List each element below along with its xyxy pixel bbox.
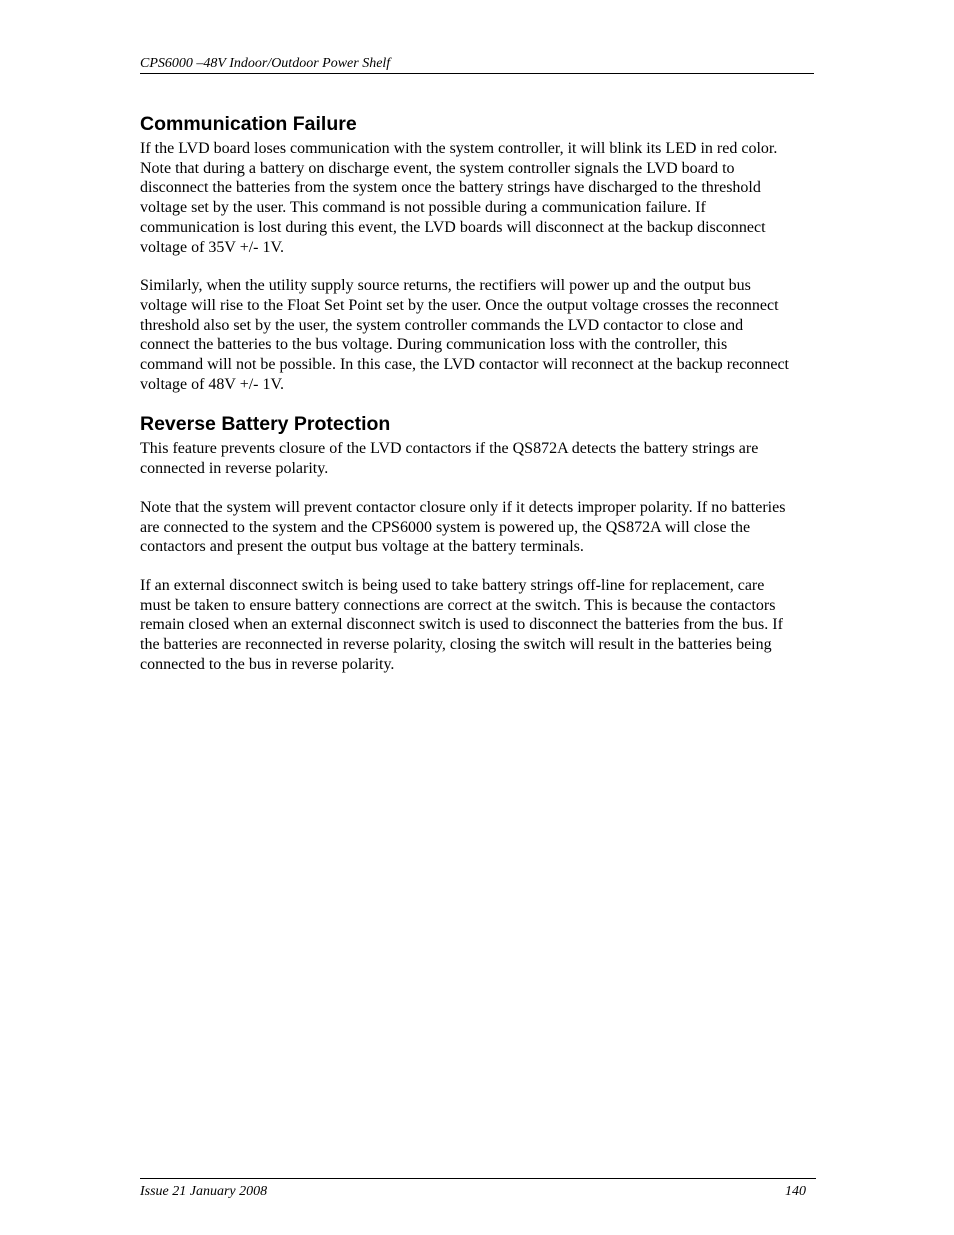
paragraph: If the LVD board loses communication with the system controller, it will blink its LED in red color. Note that during a battery on discharge event, the system controller signals the LVD board to disconnect the batteries from the system once the battery strings have discharged to the threshold voltage set by the user. This command is not possible during a communication failure. If communication is lost during this event, the LVD boards will disconnect at the backup disconnect voltage of 35V +/- 1V. — [140, 140, 778, 256]
running-footer — [140, 1178, 816, 1199]
page-content — [140, 113, 790, 693]
section-reverse-battery-protection — [140, 413, 790, 674]
paragraph: This feature prevents closure of the LVD contactors if the QS872A detects the battery strings are connected in reverse polarity. — [140, 440, 759, 478]
paragraph: If an external disconnect switch is being used to take battery strings off-line for replacement, care must be taken to ensure battery connections are correct at the switch. This is because the contactors remain closed when an external disconnect switch is used to disconnect the batteries from the bus. If the batteries are reconnected in reverse polarity, closing the switch will result in the batteries being connected to the bus in reverse polarity. — [140, 576, 783, 673]
paragraph: Similarly, when the utility supply source returns, the rectifiers will power up and the output bus voltage will rise to the Float Set Point set by the user. Once the output voltage crosses the reconnect threshold also set by the user, the system controller commands the LVD contactor to close and connect the batteries to the bus voltage. During communication loss with the controller, this command will not be possible. In this case, the LVD contactor will reconnect at the backup reconnect voltage of 48V +/- 1V. — [140, 277, 789, 393]
running-header — [140, 56, 814, 74]
document-title: CPS6000 –48V Indoor/Outdoor Power Shelf — [140, 56, 391, 71]
issue-date: Issue 21 January 2008 — [140, 1184, 268, 1199]
page-number: 140 — [785, 1184, 806, 1199]
section-heading: Reverse Battery Protection — [140, 413, 391, 436]
section-heading: Communication Failure — [140, 113, 357, 135]
section-communication-failure — [140, 113, 790, 394]
paragraph: Note that the system will prevent contactor closure only if it detects improper polarity. If no batteries are connected to the system and the CPS6000 system is powered up, the QS872A will close the contactors and present the output bus voltage at the battery terminals. — [140, 498, 786, 556]
